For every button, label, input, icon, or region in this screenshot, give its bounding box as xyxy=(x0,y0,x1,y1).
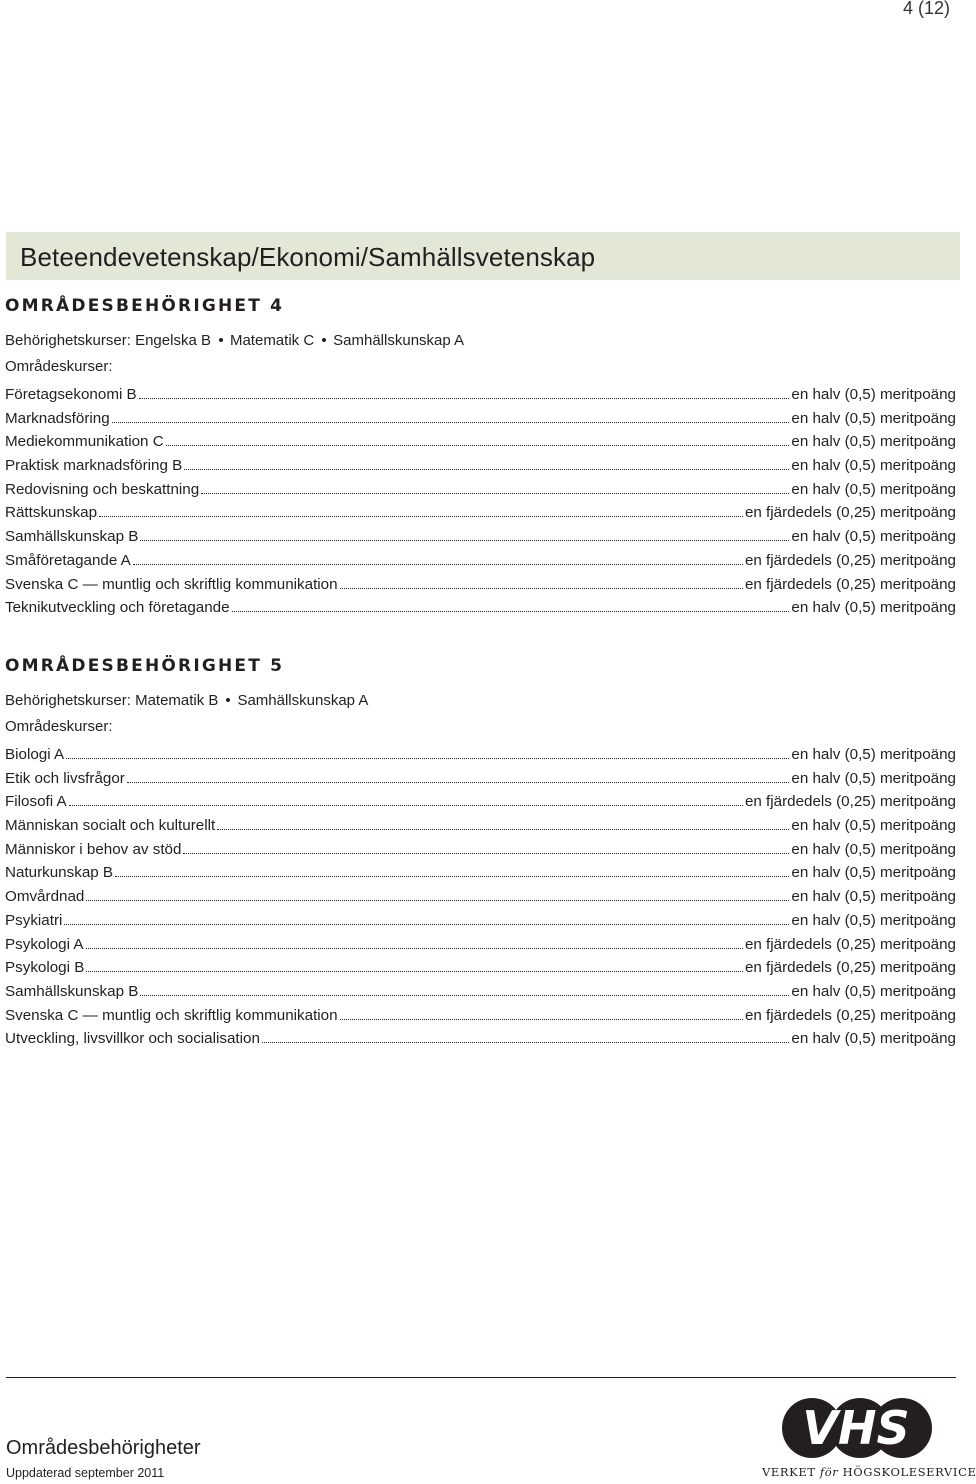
course-name: Utveckling, livsvillkor och socialisation xyxy=(5,1030,260,1048)
page-number: 4 (12) xyxy=(902,0,950,18)
course-list xyxy=(5,383,956,620)
course-name: Redovisning och beskattning xyxy=(5,480,200,498)
course-name: Småföretagande A xyxy=(5,551,131,569)
course-name: Etik och livsfrågor xyxy=(5,769,125,787)
course-merit: en halv (0,5) meritpoäng xyxy=(791,746,956,763)
course-merit: en halv (0,5) meritpoäng xyxy=(791,769,956,787)
course-merit: en fjärdedels (0,25) meritpoäng xyxy=(744,935,956,953)
course-row xyxy=(5,525,956,549)
dot-leader xyxy=(217,829,789,830)
footer-title: Områdesbehörigheter xyxy=(6,1437,201,1459)
course-merit: en fjärdedels (0,25) meritpoäng xyxy=(744,504,956,522)
course-name: Filosofi A xyxy=(5,793,67,811)
course-row xyxy=(5,790,956,814)
dot-leader xyxy=(183,853,789,854)
course-name: Svenska C — muntlig och skriftlig kommunikation xyxy=(5,575,338,593)
dot-leader xyxy=(140,540,789,541)
course-merit: en halv (0,5) meritpoäng xyxy=(791,982,956,1000)
course-name: Psykologi A xyxy=(5,935,84,953)
dot-leader xyxy=(112,422,790,423)
dot-leader xyxy=(262,1042,789,1043)
logo-tagline-for: för xyxy=(819,1465,839,1479)
course-name: Företagsekonomi B xyxy=(5,386,137,403)
course-row xyxy=(5,933,956,957)
section-omradesbehorighet-4 xyxy=(5,295,956,620)
course-merit: en halv (0,5) meritpoäng xyxy=(791,888,956,906)
dot-leader xyxy=(340,1019,743,1020)
course-merit: en halv (0,5) meritpoäng xyxy=(791,409,956,427)
section-omradesbehorighet-5 xyxy=(5,655,956,1051)
course-merit: en halv (0,5) meritpoäng xyxy=(791,599,956,617)
dot-leader xyxy=(99,516,743,517)
section-heading: OMRÅDESBEHÖRIGHET 4 xyxy=(5,296,285,316)
dot-leader xyxy=(133,564,743,565)
area-courses-label: Områdeskurser: xyxy=(5,358,113,375)
dot-leader xyxy=(340,588,743,589)
dot-leader xyxy=(166,445,790,446)
section-heading: OMRÅDESBEHÖRIGHET 5 xyxy=(5,656,285,676)
bullet-separator-icon xyxy=(219,338,223,342)
course-row xyxy=(5,596,956,620)
dot-leader xyxy=(64,924,789,925)
course-row xyxy=(5,573,956,597)
course-list xyxy=(5,743,956,1051)
course-name: Samhällskunskap B xyxy=(5,982,139,1000)
course-row xyxy=(5,407,956,431)
course-merit: en halv (0,5) meritpoäng xyxy=(791,386,956,403)
course-row xyxy=(5,1027,956,1051)
logo-tagline-verket: VERKET xyxy=(762,1465,816,1479)
course-merit: en halv (0,5) meritpoäng xyxy=(791,864,956,882)
dot-leader xyxy=(86,900,789,901)
dot-leader xyxy=(184,469,789,470)
title-band xyxy=(6,232,960,280)
course-row xyxy=(5,743,956,767)
footer-updated-date: Uppdaterad september 2011 xyxy=(6,1466,165,1480)
course-merit: en fjärdedels (0,25) meritpoäng xyxy=(744,575,956,593)
course-merit: en halv (0,5) meritpoäng xyxy=(791,528,956,546)
course-name: Människan socialt och kulturellt xyxy=(5,817,216,835)
dot-leader xyxy=(86,971,743,972)
course-name: Rättskunskap xyxy=(5,504,98,522)
dot-leader xyxy=(201,493,789,494)
course-merit: en halv (0,5) meritpoäng xyxy=(791,480,956,498)
logo-tagline xyxy=(762,1465,976,1479)
course-row xyxy=(5,454,956,478)
course-row xyxy=(5,501,956,525)
course-name: Naturkunskap B xyxy=(5,864,114,882)
prerequisite-label: Behörighetskurser: xyxy=(5,692,131,709)
course-name: Psykiatri xyxy=(5,911,63,929)
footer-divider xyxy=(6,1377,956,1378)
course-name: Teknikutveckling och företagande xyxy=(5,599,230,617)
prerequisite-course: Matematik B xyxy=(135,692,219,709)
course-row xyxy=(5,885,956,909)
course-merit: en halv (0,5) meritpoäng xyxy=(791,911,956,929)
course-row xyxy=(5,478,956,502)
course-row xyxy=(5,383,956,407)
course-name: Svenska C — muntlig och skriftlig kommunikation xyxy=(5,1006,338,1024)
dot-leader xyxy=(127,782,790,783)
page-title: Beteendevetenskap/Ekonomi/Samhällsvetenskap xyxy=(20,242,596,272)
course-merit: en fjärdedels (0,25) meritpoäng xyxy=(744,959,956,977)
logo-letters: VHS xyxy=(802,1401,910,1455)
prerequisite-course: Matematik C xyxy=(229,332,315,349)
course-row xyxy=(5,814,956,838)
dot-leader xyxy=(69,805,743,806)
course-row xyxy=(5,1004,956,1028)
prerequisite-courses xyxy=(5,331,956,351)
dot-leader xyxy=(66,758,789,759)
course-merit: en halv (0,5) meritpoäng xyxy=(791,457,956,475)
course-merit: en fjärdedels (0,25) meritpoäng xyxy=(744,1006,956,1024)
course-name: Omvårdnad xyxy=(5,888,85,906)
prerequisite-course: Samhällskunskap A xyxy=(333,332,465,349)
dot-leader xyxy=(86,948,743,949)
dot-leader xyxy=(115,876,789,877)
course-name: Marknadsföring xyxy=(5,409,110,427)
course-merit: en halv (0,5) meritpoäng xyxy=(791,1030,956,1048)
course-row xyxy=(5,838,956,862)
course-row xyxy=(5,980,956,1004)
course-name: Biologi A xyxy=(5,746,65,763)
course-name: Praktisk marknadsföring B xyxy=(5,457,183,475)
course-row xyxy=(5,956,956,980)
course-name: Samhällskunskap B xyxy=(5,528,139,546)
prerequisite-course: Engelska B xyxy=(135,332,211,349)
dot-leader xyxy=(232,611,790,612)
prerequisite-course: Samhällskunskap A xyxy=(237,692,369,709)
course-merit: en halv (0,5) meritpoäng xyxy=(791,817,956,835)
course-merit: en fjärdedels (0,25) meritpoäng xyxy=(744,793,956,811)
course-row xyxy=(5,767,956,791)
course-row xyxy=(5,909,956,933)
area-courses-label: Områdeskurser: xyxy=(5,718,113,735)
prerequisite-label: Behörighetskurser: xyxy=(5,332,131,349)
dot-leader xyxy=(139,398,790,399)
course-row xyxy=(5,549,956,573)
logo-tagline-hogskoleservice: HÖGSKOLESERVICE xyxy=(842,1465,976,1479)
bullet-separator-icon xyxy=(226,698,230,702)
course-row xyxy=(5,430,956,454)
dot-leader xyxy=(140,995,789,996)
course-merit: en halv (0,5) meritpoäng xyxy=(791,840,956,858)
course-name: Människor i behov av stöd xyxy=(5,840,182,858)
course-name: Psykologi B xyxy=(5,959,85,977)
course-merit: en fjärdedels (0,25) meritpoäng xyxy=(744,551,956,569)
course-name: Mediekommunikation C xyxy=(5,433,164,451)
bullet-separator-icon xyxy=(322,338,326,342)
course-merit: en halv (0,5) meritpoäng xyxy=(791,433,956,451)
course-row xyxy=(5,861,956,885)
prerequisite-courses xyxy=(5,691,956,711)
